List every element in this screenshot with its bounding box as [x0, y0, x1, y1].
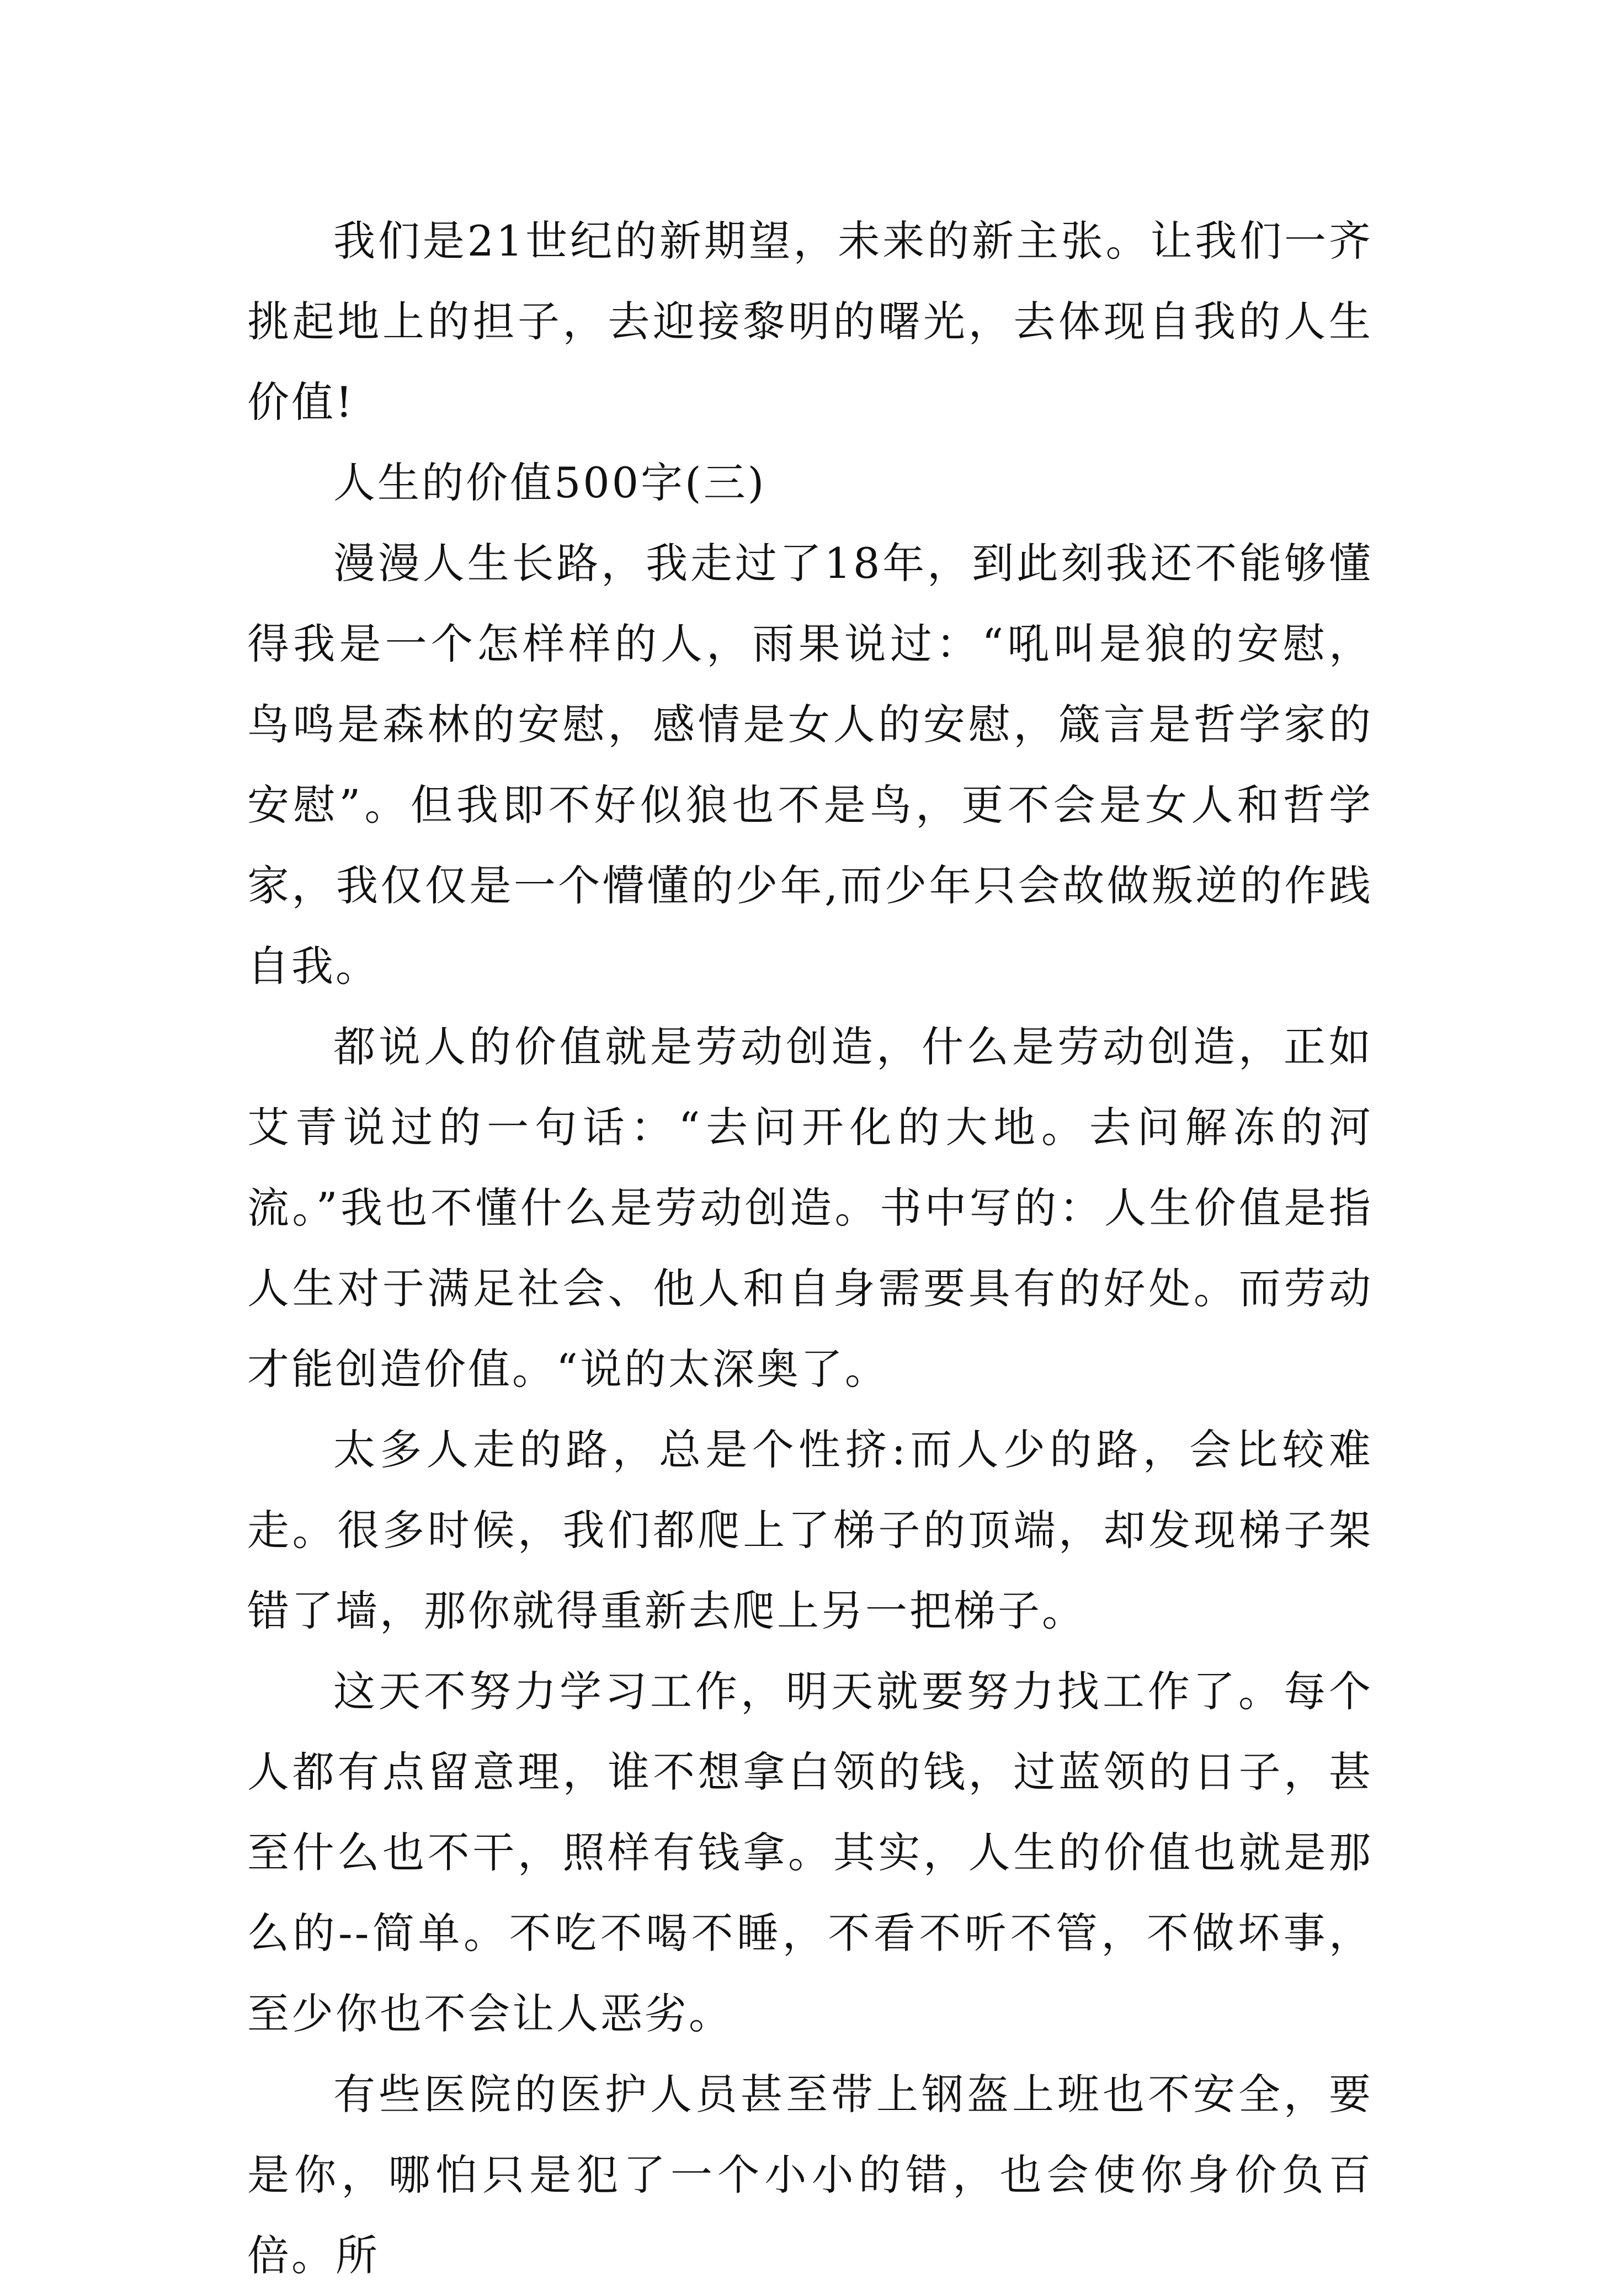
paragraph-3: 都说人的价值就是劳动创造，什么是劳动创造，正如艾青说过的一句话：“去问开化的大地。去问解冻的河流。”我也不懂什么是劳动创造。书中写的：人生价值是指人生对于满足社会、他人和自身需要具有的好处。而劳动才能创造价值。“说的太深奥了。: [247, 1022, 1373, 1394]
paragraph-1: 我们是21世纪的新期望，未来的新主张。让我们一齐挑起地上的担子，去迎接黎明的曙光，去体现自我的人生价值!: [247, 216, 1373, 427]
section-heading: 人生的价值500字(三): [333, 458, 766, 507]
paragraph-6: 有些医院的医护人员甚至带上钢盔上班也不安全，要是你，哪怕只是犯了一个小小的错，也会使你身价负百倍。所: [247, 2070, 1373, 2280]
paragraph-2: 漫漫人生长路，我走过了18年，到此刻我还不能够懂得我是一个怎样样的人，雨果说过：“吼叫是狼的安慰，鸟鸣是森林的安慰，感情是女人的安慰，箴言是哲学家的安慰”。但我即不好似狼也不是鸟，更不会是女人和哲学家，我仅仅是一个懵懂的少年,而少年只会故做叛逆的作践自我。: [247, 539, 1373, 991]
document-body: [247, 201, 1373, 2296]
paragraph-5: 这天不努力学习工作，明天就要努力找工作了。每个人都有点留意理，谁不想拿白领的钱，过蓝领的日子，甚至什么也不干，照样有钱拿。其实，人生的价值也就是那么的--简单。不吃不喝不睡，不看不听不管，不做坏事，至少你也不会让人恶劣。: [247, 1667, 1373, 2038]
paragraph-4: 太多人走的路，总是个性挤:而人少的路，会比较难走。很多时候，我们都爬上了梯子的顶端，却发现梯子架错了墙，那你就得重新去爬上另一把梯子。: [247, 1425, 1373, 1635]
